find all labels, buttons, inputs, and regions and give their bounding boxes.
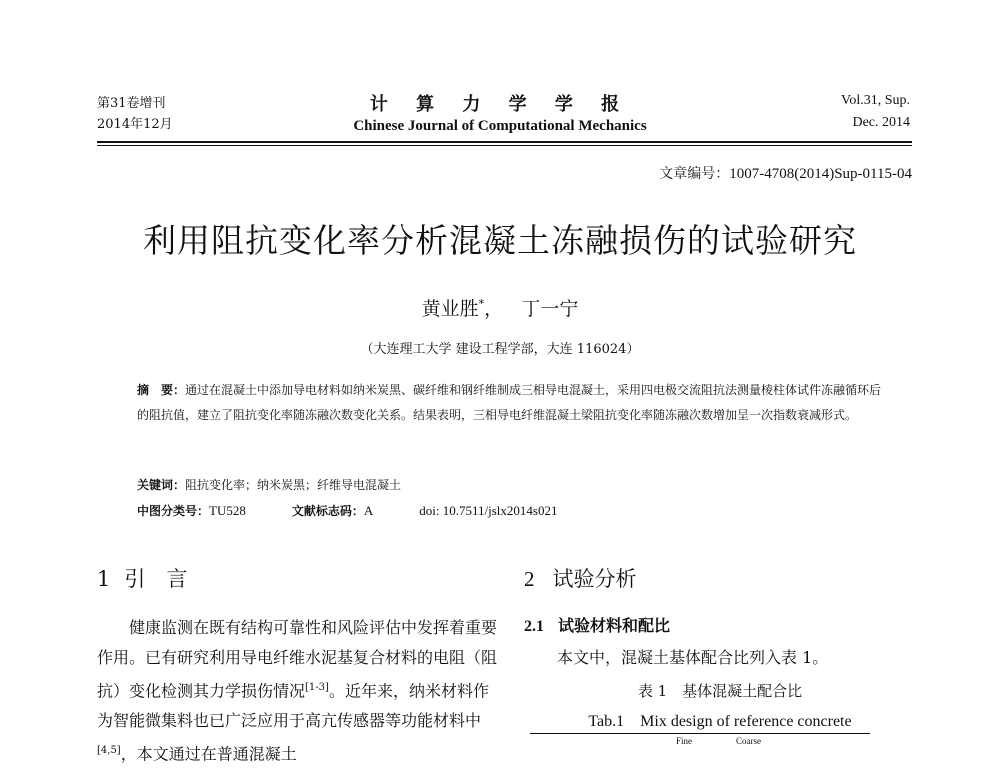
date-en: Dec. 2014 xyxy=(852,115,910,130)
journal-volume-en xyxy=(841,90,910,134)
author-2: 丁一宁 xyxy=(521,298,579,320)
keywords xyxy=(137,476,401,493)
affiliation: （大连理工大学 建设工程学部，大连 116024） xyxy=(360,342,640,357)
keywords-label: 关键词： xyxy=(137,478,186,492)
doc-code-label: 文献标志码： xyxy=(291,504,364,518)
paragraph-2-end: ，本文通过在普通混凝土 xyxy=(120,744,297,764)
classification xyxy=(137,502,557,519)
paragraph-2-text: 近年来，纳米材料作为智能微集料也已广泛应用于 xyxy=(97,681,489,731)
paragraph-2-cont: 高亢传感器等功能材料中 xyxy=(305,711,482,731)
subsection-title: 试验材料和配比 xyxy=(558,616,671,635)
table-top-rule xyxy=(530,733,870,734)
citation: [1-3] xyxy=(305,682,329,693)
corresponding-mark: * xyxy=(478,297,485,311)
article-number-value: 1007-4708(2014)Sup-0115-04 xyxy=(729,166,912,182)
table-caption-en: Tab.1 Mix design of reference concrete xyxy=(588,713,852,730)
doi-value: 10.7511/jslx2014s021 xyxy=(442,503,558,518)
authors xyxy=(0,294,1000,321)
volume-zh: 第31卷增刊 xyxy=(97,96,166,111)
article-number-label: 文章编号： xyxy=(659,166,730,182)
date-zh: 2014年12月 xyxy=(97,117,173,132)
abstract-label: 摘 要： xyxy=(137,383,186,397)
section-2-title: 试验分析 xyxy=(552,567,637,591)
section-1-number: 1 xyxy=(97,567,111,591)
paragraph-1-text: 健康监测在既有结构可靠性和风险评估中发挥着重要作用。已有研究利用导电纤维水泥基复合材料的电阻（阻抗）变化检测其力学损伤情况 xyxy=(97,618,498,701)
volume-en: Vol.31, Sup. xyxy=(841,93,910,108)
abstract-text: 通过在混凝土中添加导电材料如纳米炭黑、碳纤维和钢纤维制成三相导电混凝土，采用四电极交流阻抗法测量棱柱体试件冻融循环后的阻抗值，建立了阻抗变化率随冻融次数变化关系。结果表明，三相导电纤维混凝土梁阻抗变化率随冻融次数增加呈一次指数衰减形式。 xyxy=(137,383,882,422)
doc-code-value: A xyxy=(363,503,374,518)
author-separator: ， xyxy=(484,298,504,320)
section-1-heading xyxy=(97,563,187,593)
journal-title-zh: 计 算 力 学 学 报 xyxy=(369,94,631,115)
journal-title-en: Chinese Journal of Computational Mechanics xyxy=(353,118,647,134)
doi-label: doi: xyxy=(419,503,440,518)
clc-label: 中图分类号： xyxy=(137,504,210,518)
section-2-heading xyxy=(524,563,637,593)
paper-title: 利用阻抗变化率分析混凝土冻融损伤的试验研究 xyxy=(143,221,857,260)
section-2-number: 2 xyxy=(524,567,535,591)
author-1: 黄业胜 xyxy=(421,298,479,320)
section-2-text: 本文中，混凝土基体配合比列入表 1。 xyxy=(557,648,829,667)
subsection-2-1-heading xyxy=(524,613,670,636)
table-header-coarse: Coarse xyxy=(736,736,761,746)
table-caption-zh: 表 1 基体混凝土配合比 xyxy=(637,682,803,700)
header-rule-thin xyxy=(97,145,912,146)
section-1-title: 引 言 xyxy=(124,567,188,591)
abstract xyxy=(137,378,882,428)
header-rule xyxy=(97,141,912,143)
article-number xyxy=(659,163,912,183)
clc-value: TU528 xyxy=(209,503,246,518)
citation: [4,5] xyxy=(97,745,121,757)
table-header-fine: Fine xyxy=(676,736,693,746)
keywords-text: 阻抗变化率；纳米炭黑；纤维导电混凝土 xyxy=(185,478,402,492)
subsection-number: 2.1 xyxy=(524,618,544,635)
paragraph-1-end: 。 xyxy=(328,681,345,701)
